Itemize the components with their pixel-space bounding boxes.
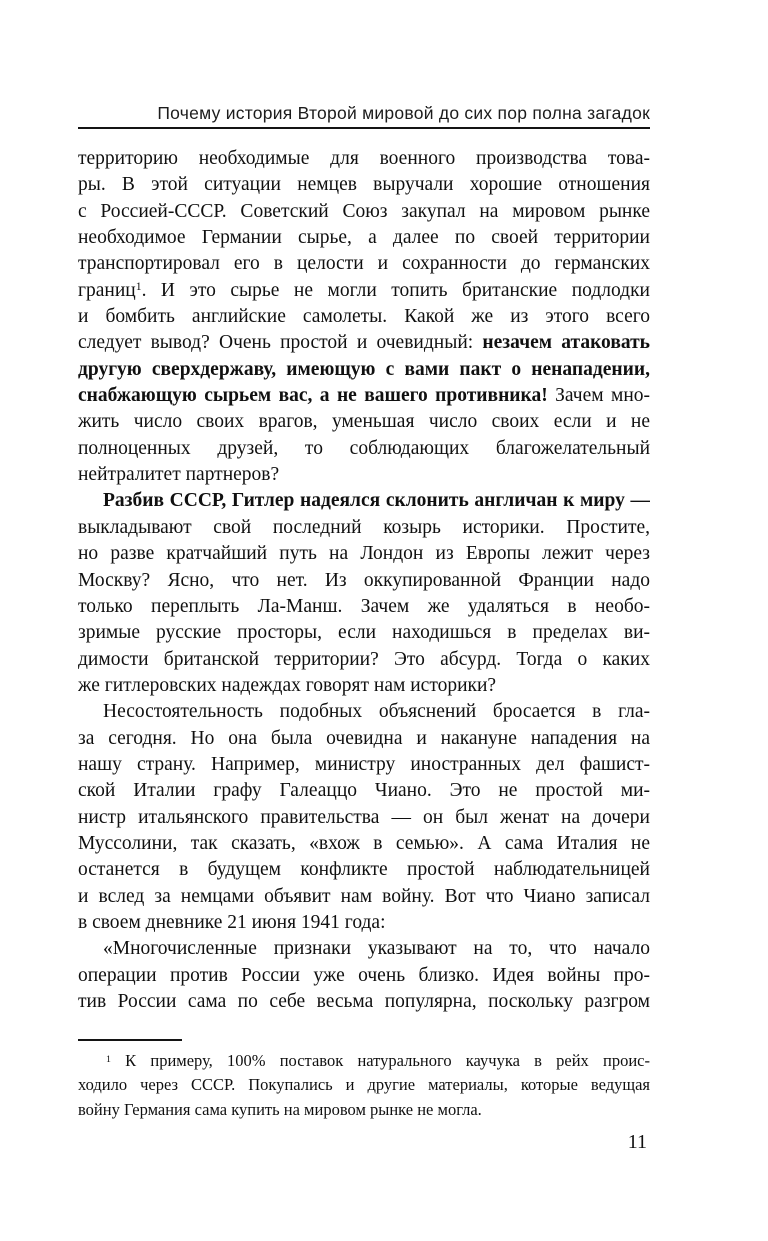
text-line: [78, 225, 650, 251]
text-line: [78, 884, 650, 910]
text-segment: территорию необходимые для военного производства това-: [78, 148, 650, 169]
text-segment: и бомбить английские самолеты. Какой же из этого всего: [78, 306, 650, 328]
text-line: [78, 910, 650, 936]
text-segment: димости британской территории? Это абсурд. Тогда о каких: [78, 648, 650, 670]
text-segment: границ: [78, 279, 136, 301]
text-segment: зримые русские просторы, если находишься в пределах ви-: [78, 622, 650, 644]
text-line: [78, 963, 650, 989]
text-segment: но разве кратчайший путь на Лондон из Европы лежит через: [78, 543, 650, 565]
text-line: [78, 462, 650, 488]
text-line: [78, 199, 650, 225]
text-segment: полноценных друзей, то соблюдающих благожелательный: [78, 437, 650, 459]
bold-text-segment: снабжающую сырьем вас, а не вашего противника!: [78, 385, 548, 407]
text-line: [78, 568, 650, 594]
header-rule: [78, 127, 650, 129]
text-line: [78, 620, 650, 646]
text-line: [78, 383, 650, 409]
text-line: [78, 357, 650, 383]
footnote-reference: 1: [135, 280, 142, 294]
text-segment: Зачем мно-: [547, 385, 650, 407]
text-segment: . И это сырье не могли топить британские подлодки: [141, 279, 650, 301]
text-line: [78, 936, 650, 962]
text-segment: выкладывают свой последний козырь историки. Простите,: [78, 516, 650, 538]
text-segment: только переплыть Ла-Манш. Зачем же удаляться в необо-: [78, 595, 650, 617]
text-line: [78, 726, 650, 752]
text-line: [78, 146, 650, 172]
text-line: [78, 515, 650, 541]
text-segment: нейтралитет партнеров?: [78, 464, 280, 486]
bold-text-segment: Разбив СССР, Гитлер надеялся склонить англичан к миру —: [103, 490, 650, 512]
text-segment: ской Италии графу Галеаццо Чиано. Это не простой ми-: [78, 780, 650, 802]
text-segment: Муссолини, так сказать, «вхож в семью». А сама Италия не: [78, 832, 650, 854]
text-line: [78, 541, 650, 567]
text-line: [78, 1049, 650, 1073]
text-segment: с Россией-СССР. Советский Союз закупал на мировом рынке: [78, 200, 650, 222]
text-line: [78, 172, 650, 198]
text-line: [78, 488, 650, 514]
running-head: Почему история Второй мировой до сих пор полна загадок: [157, 103, 650, 123]
text-segment: следует вывод? Очень простой и очевидный:: [78, 332, 483, 354]
body-text: [78, 146, 650, 1015]
text-segment: Москву? Ясно, что нет. Из оккупированной Франции надо: [78, 569, 650, 591]
text-line: [78, 1098, 650, 1122]
text-line: [78, 989, 650, 1015]
text-segment: необходимое Германии сырье, а далее по своей территории: [78, 227, 650, 249]
text-segment: в своем дневнике 21 июня 1941 года:: [78, 911, 386, 933]
text-line: [78, 304, 650, 330]
text-line: [78, 251, 650, 277]
text-segment: ходило через СССР. Покупались и другие материалы, которые ведущая: [78, 1075, 650, 1095]
text-line: [78, 778, 650, 804]
text-line: [78, 752, 650, 778]
text-line: [78, 278, 650, 304]
text-segment: и вслед за немцами объявит нам войну. Вот что Чиано записал: [78, 885, 650, 907]
text-line: [78, 409, 650, 435]
footnote-reference: 1: [106, 1053, 111, 1065]
text-line: [78, 857, 650, 883]
footnote: [78, 1049, 650, 1122]
page-number: 11: [627, 1131, 647, 1153]
text-line: [78, 436, 650, 462]
text-segment: Несостоятельность подобных объяснений бросается в гла-: [103, 701, 650, 723]
text-segment: же гитлеровских надеждах говорят нам историки?: [78, 674, 497, 696]
text-line: [78, 647, 650, 673]
text-line: [78, 594, 650, 620]
text-line: [78, 831, 650, 857]
text-line: [78, 330, 650, 356]
text-line: [78, 1073, 650, 1097]
text-segment: операции против России уже очень близко. Идея войны про-: [78, 964, 650, 986]
text-segment: нашу страну. Например, министру иностранных дел фашист-: [78, 753, 650, 775]
bold-text-segment: другую сверхдержаву, имеющую с вами пакт о ненападении,: [78, 358, 650, 380]
text-segment: войну Германия сама купить на мировом рынке не могла.: [78, 1099, 482, 1119]
text-segment: нистр итальянского правительства — он был женат на дочери: [78, 806, 650, 828]
text-segment: жить число своих врагов, уменьшая число своих если и не: [78, 411, 650, 433]
text-segment: «Многочисленные признаки указывают на то, что начало: [103, 938, 650, 960]
text-segment: ры. В этой ситуации немцев выручали хорошие отношения: [78, 174, 650, 196]
text-line: [78, 805, 650, 831]
bold-text-segment: незачем атаковать: [482, 332, 650, 354]
text-segment: тив России сама по себе весьма популярна, поскольку разгром: [78, 991, 650, 1012]
text-segment: К примеру, 100% поставок натурального каучука в рейх проис-: [110, 1051, 650, 1070]
text-segment: останется в будущем конфликте простой наблюдательницей: [78, 859, 650, 881]
text-segment: за сегодня. Но она была очевидна и накануне нападения на: [78, 727, 650, 749]
text-segment: транспортировал его в целости и сохранности до германских: [78, 253, 650, 275]
text-line: [78, 699, 650, 725]
footnote-separator-rule: [78, 1039, 182, 1041]
text-line: [78, 673, 650, 699]
